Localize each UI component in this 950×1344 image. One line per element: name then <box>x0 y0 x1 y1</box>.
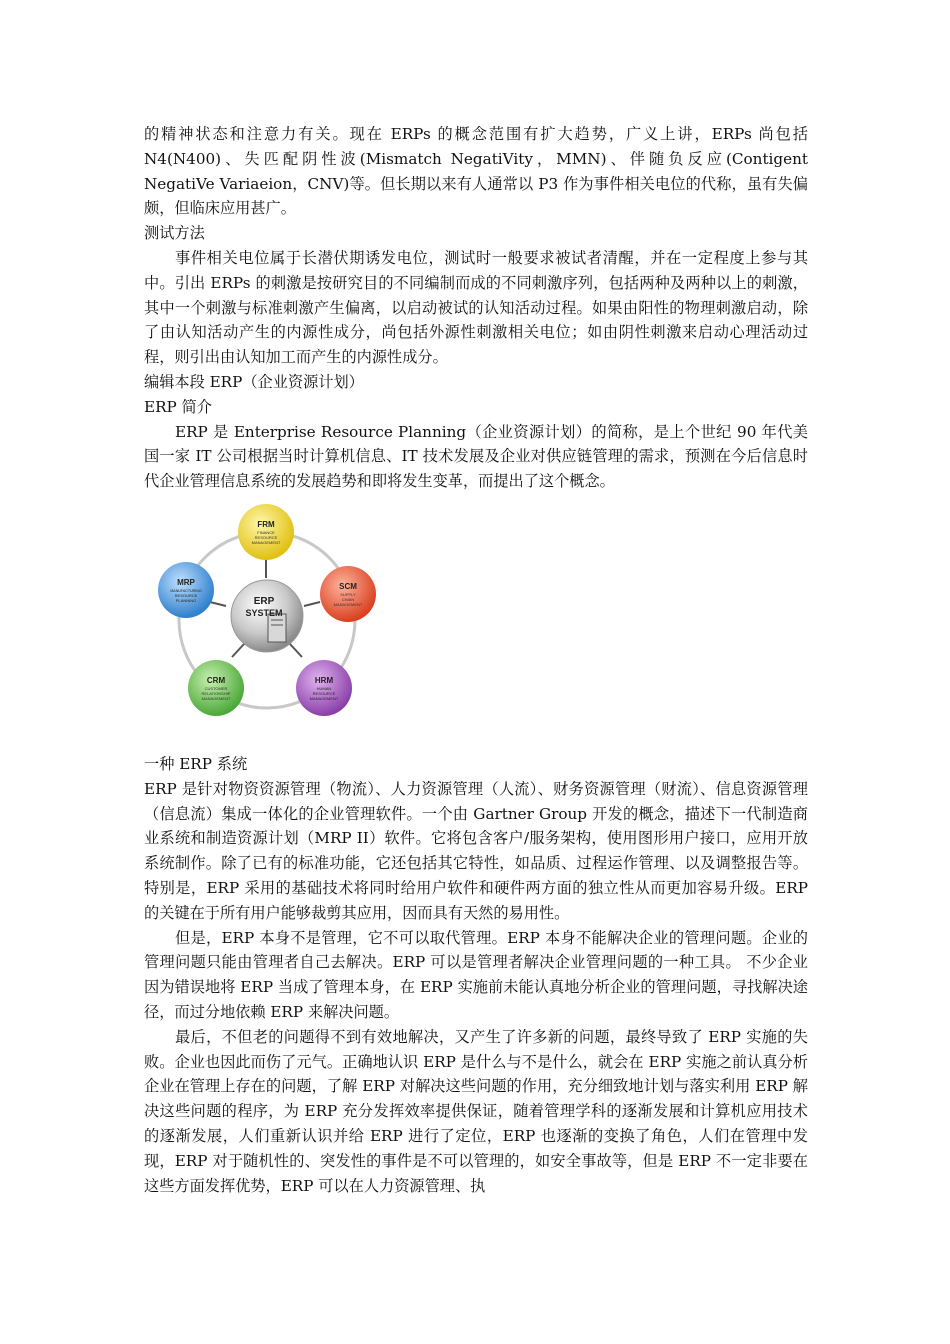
heading-edit-section-erp: 编辑本段 ERP（企业资源计划） <box>144 372 364 391</box>
node-crm-line: MANAGEMENT <box>201 695 231 701</box>
node-hrm-abbr: HRM <box>314 675 334 685</box>
node-frm-line: RESOURCE <box>254 534 278 540</box>
node-mrp <box>158 562 214 618</box>
center-subtitle: SYSTEM <box>245 607 283 618</box>
node-mrp-line: MANUFACTURING <box>170 588 202 593</box>
node-crm-line: CUSTOMER <box>204 685 228 691</box>
arrow-crm <box>232 644 244 657</box>
node-crm-abbr: CRM <box>206 675 226 685</box>
arrow-mrp <box>210 602 226 606</box>
node-hrm-line: RESOURCE <box>312 690 336 696</box>
node-crm <box>188 660 244 716</box>
node-scm-line: SUPPLY <box>340 591 356 597</box>
node-frm-abbr: FRM <box>257 519 275 529</box>
node-scm-abbr: SCM <box>339 581 357 591</box>
erp-system-diagram <box>144 504 808 736</box>
paragraph-erp-conclusion: 最后，不但老的问题得不到有效地解决，又产生了许多新的问题，最终导致了 ERP 实施的失败。企业也因此而伤了元气。正确地认识 ERP 是什么与不是什么，就会在 ERP 实施之前认真分析企业在管理上存在的问题，了解 ERP 对解决这些问题的作用，充分细致地计划与落实利用 ERP 解决这些问题的程序，为 ERP 充分发挥效率提供保证，随着管理学科的逐渐发展和计算机应用技术的逐渐发展，人们重新认识并给 ERP 进行了定位，ERP 也逐渐的变换了角色，人们在管理中发现，ERP 对于随机性的、突发性的事件是不可以管理的，如安全事故等，但是 ERP 不一定非要在这些方面发挥优势，ERP 可以在人力资源管理、执 <box>144 1027 808 1195</box>
erp-diagram-svg <box>152 504 392 736</box>
heading-test-method: 测试方法 <box>144 224 205 243</box>
node-hrm <box>296 660 352 716</box>
paragraph-erp-definition: ERP 是针对物资资源管理（物流）、人力资源管理（人流）、财务资源管理（财流）、信息资源管理（信息流）集成一体化的企业管理软件。一个由 Gartner Group 开发的概念，描述下一代制造商业系统和制造资源计划（MRP II）软件。它将包含客户/服务架构，使用图形用户接口，应用开放系统制作。除了已有的标准功能，它还包括其它特性，如品质、过程运作管理、以及调整报告等。特别是，ERP 采用的基础技术将同时给用户软件和硬件两方面的独立性从而更加容易升级。ERP 的关键在于所有用户能够裁剪其应用，因而具有天然的易用性。 <box>144 779 808 922</box>
document-page <box>144 122 808 1198</box>
node-frm <box>238 504 294 560</box>
paragraph-erp-intro: ERP 是 Enterprise Resource Planning（企业资源计划）的简称，是上个世纪 90 年代美国一家 IT 公司根据当时计算机信息、IT 技术发展及企业对供应链管理的需求，预测在今后信息时代企业管理信息系统的发展趋势和即将发生变革，而提出了这个概念。 <box>144 422 808 491</box>
caption-erp-system: 一种 ERP 系统 <box>144 754 248 773</box>
paragraph-erps-scope: 的精神状态和注意力有关。现在 ERPs 的概念范围有扩大趋势，广义上讲，ERPs 尚包括 N4(N400)、失匹配阴性波(Mismatch NegatiVity，MMN)、伴随负反应(Contigent NegatiVe Variaeion，CNV)等。但长期以来有人通常以 P3 作为事件相关电位的代称，虽有失偏颇，但临床应用甚广。 <box>144 125 808 218</box>
heading-erp-intro: ERP 简介 <box>144 397 212 416</box>
server-icon <box>268 614 286 642</box>
node-frm-line: MANAGEMENT <box>251 539 281 545</box>
arrow-hrm <box>290 644 302 657</box>
node-scm <box>320 566 376 622</box>
node-scm-line: MANAGEMENT <box>333 601 363 607</box>
paragraph-erp-not-management: 但是，ERP 本身不是管理，它不可以取代管理。ERP 本身不能解决企业的管理问题。企业的管理问题只能由管理者自己去解决。ERP 可以是管理者解决企业管理问题的一种工具。 不少企业因为错误地将 ERP 当成了管理本身，在 ERP 实施前未能认真地分析企业的管理问题，寻找解决途径，而过分地依赖 ERP 来解决问题。 <box>144 928 808 1021</box>
node-frm-line: FINANCE <box>257 529 275 535</box>
node-mrp-line: PLANNING <box>175 597 197 603</box>
node-crm-line: RELATIONSHIP <box>201 690 231 696</box>
node-mrp-abbr: MRP <box>177 577 195 587</box>
node-mrp-line: RESOURCE <box>174 592 198 598</box>
arrow-scm <box>304 602 320 606</box>
node-hrm-line: HUMAN <box>316 685 332 691</box>
center-erp-system <box>231 580 303 652</box>
node-scm-line: CHAIN <box>341 596 355 602</box>
center-title: ERP <box>253 595 275 607</box>
paragraph-test-method: 事件相关电位属于长潜伏期诱发电位，测试时一般要求被试者清醒，并在一定程度上参与其中。引出 ERPs 的刺激是按研究目的不同编制而成的不同刺激序列，包括两种及两种以上的刺激，其中一个刺激与标准刺激产生偏离，以启动被试的认知活动过程。如果由阳性的物理刺激启动，除了由认知活动产生的内源性成分，尚包括外源性刺激相关电位；如由阴性刺激来启动心理活动过程，则引出由认知加工而产生的内源性成分。 <box>144 248 808 367</box>
node-hrm-line: MANAGEMENT <box>309 695 339 701</box>
